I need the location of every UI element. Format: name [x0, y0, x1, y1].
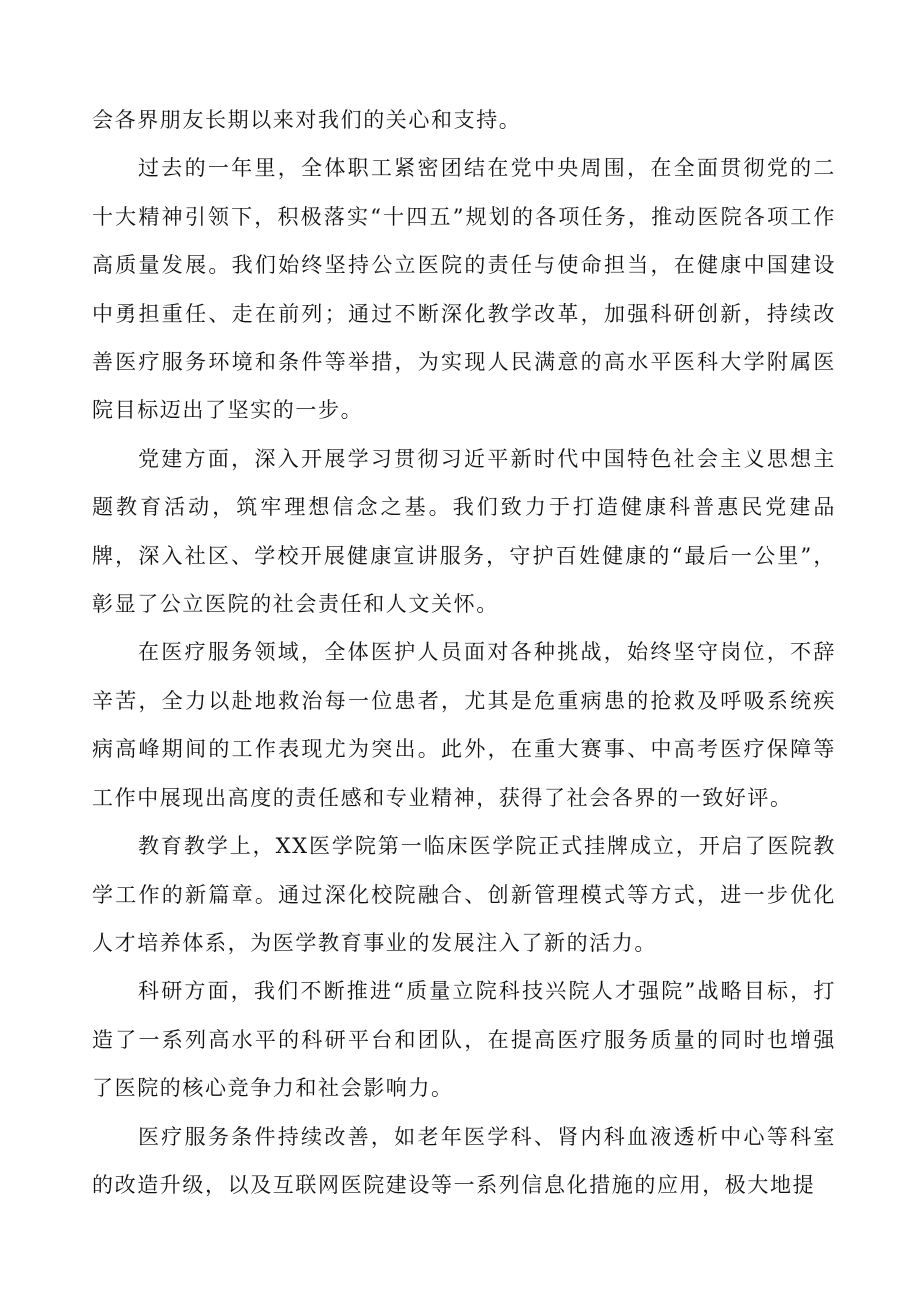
paragraph-research: 科研方面，我们不断推进“质量立院科技兴院人才强院”战略目标，打造了一系列高水平的科研平台和团队，在提高医疗服务质量的同时也增强了医院的核心竞争力和社会影响力。 [92, 979, 836, 1101]
paragraph-party-building: 党建方面，深入开展学习贯彻习近平新时代中国特色社会主义思想主题教育活动，筑牢理想信念之基。我们致力于打造健康科普惠民党建品牌，深入社区、学校开展健康宣讲服务，守护百姓健康的“最后一公里”，彰显了公立医院的社会责任和人文关怀。 [92, 446, 836, 617]
paragraph-continuation: 会各界朋友长期以来对我们的关心和支持。 [92, 108, 522, 132]
document-page [92, 96, 836, 1209]
paragraph-medical-service: 在医疗服务领域，全体医护人员面对各种挑战，始终坚守岗位，不辞辛苦，全力以赴地救治每一位患者，尤其是危重病患的抢救及呼吸系统疾病高峰期间的工作表现尤为突出。此外，在重大赛事、中高考医疗保障等工作中展现出高度的责任感和专业精神，获得了社会各界的一致好评。 [92, 640, 836, 810]
paragraph-service-conditions: 医疗服务条件持续改善，如老年医学科、肾内科血液透析中心等科室的改造升级，以及互联网医院建设等一系列信息化措施的应用，极大地提 [92, 1124, 836, 1197]
paragraph-education: 教育教学上，XX医学院第一临床医学院正式挂牌成立，开启了医院教学工作的新篇章。通过深化校院融合、创新管理模式等方式，进一步优化人才培养体系，为医学教育事业的发展注入了新的活力。 [92, 834, 836, 955]
paragraph-annual-review: 过去的一年里，全体职工紧密团结在党中央周围，在全面贯彻党的二十大精神引领下，积极落实“十四五”规划的各项任务，推动医院各项工作高质量发展。我们始终坚持公立医院的责任与使命担当，在健康中国建设中勇担重任、走在前列；通过不断深化教学改革，加强科研创新，持续改善医疗服务环境和条件等举措，为实现人民满意的高水平医科大学附属医院目标迈出了坚实的一步。 [92, 156, 836, 423]
